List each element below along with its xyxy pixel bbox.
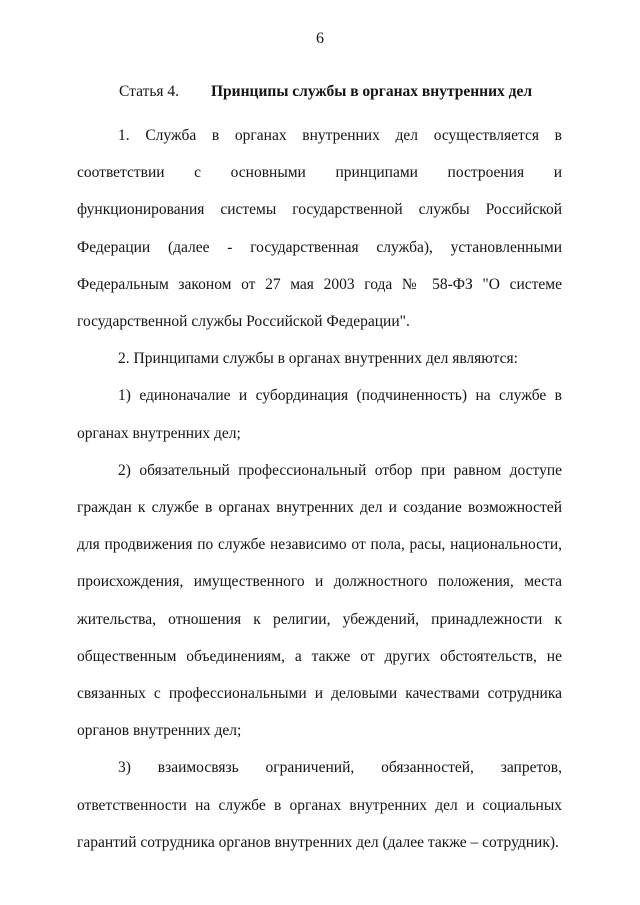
article-heading: [119, 83, 579, 101]
paragraph-1: 1. Служба в органах внутренних дел осуществляется в соответствии с основными принципами построения и функционирования системы государственной службы Российской Федерации (далее - государственная служба), установленными Федеральным законом от 27 мая 2003 года № 58-ФЗ "О системе государственной службы Российской Федерации".: [77, 127, 562, 331]
article-body: [77, 117, 562, 861]
paragraph-2: 2. Принципами службы в органах внутренних дел являются:: [118, 350, 518, 368]
list-item-3: 3) взаимосвязь ограничений, обязанностей, запретов, ответственности на службе в органах внутренних дел и социальных гарантий сотрудника органов внутренних дел (далее также – сотрудник).: [77, 759, 562, 851]
page-number: 6: [316, 30, 324, 47]
article-title: Принципы службы в органах внутренних дел: [211, 83, 533, 100]
article-label: Статья 4.: [119, 83, 180, 100]
list-item-1: 1) единоначалие и субординация (подчиненность) на службе в органах внутренних дел;: [77, 387, 562, 442]
list-item-2: 2) обязательный профессиональный отбор при равном доступе граждан к службе в органах внутренних дел и создание возможностей для продвижения по службе независимо от пола, расы, национальности, происхождения, имущественного и должностного положения, места жительства, отношения к религии, убеждений, принадлежности к общественным объединениям, а также от других обстоятельств, не связанных с профессиональными и деловыми качествами сотрудника органов внутренних дел;: [77, 461, 562, 740]
